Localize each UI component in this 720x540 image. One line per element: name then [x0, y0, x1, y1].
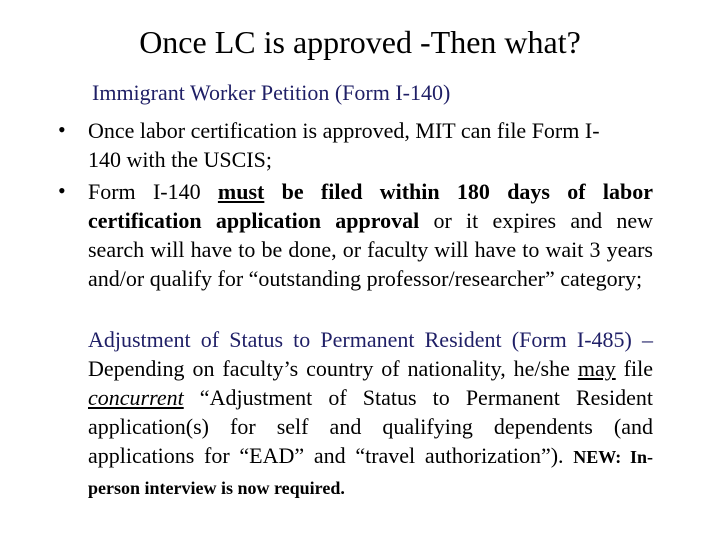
- new-text: In-person interview is now required.: [88, 447, 653, 498]
- concurrent-emphasis: concurrent: [88, 385, 184, 410]
- adjustment-text-1: Depending on faculty’s country of nationality, he/she: [88, 356, 578, 381]
- bullet-2-rest: or it expires and new search will have to be done, or faculty will have to wait 3 years and/or qualify for “outstanding professor/researcher” category;: [88, 208, 653, 291]
- bullet-1-line-1: Once labor certification is approved, MIT can file Form I-: [88, 118, 600, 143]
- adjustment-text-2: file: [615, 356, 653, 381]
- may-emphasis: may: [577, 356, 616, 381]
- adjustment-heading: Adjustment of Status to Permanent Resident (Form I-485) –: [88, 327, 653, 352]
- subheading-form-i140: Immigrant Worker Petition (Form I-140): [92, 80, 451, 105]
- bullet-marker: •: [58, 117, 66, 142]
- new-label: NEW:: [573, 447, 622, 467]
- bullet-marker: •: [58, 178, 66, 203]
- bullet-1-line-2: 140 with the USCIS;: [88, 147, 272, 172]
- must-emphasis: must: [217, 179, 265, 204]
- bullet-2-approval: certification application approval: [88, 208, 420, 233]
- adjustment-text-3: “Adjustment of Status to Permanent Resident application(s) for self and qualifying dependents (and applications for “EAD” and “travel authorization”).: [88, 385, 653, 468]
- bullet-2-lead: Form I-140: [88, 179, 218, 204]
- adjustment-paragraph: [88, 325, 653, 503]
- bullet-2-text: [88, 177, 653, 293]
- page-title: Once LC is approved -Then what?: [139, 24, 581, 60]
- bullet-2-filed-within: be filed within 180 days of labor: [264, 179, 653, 204]
